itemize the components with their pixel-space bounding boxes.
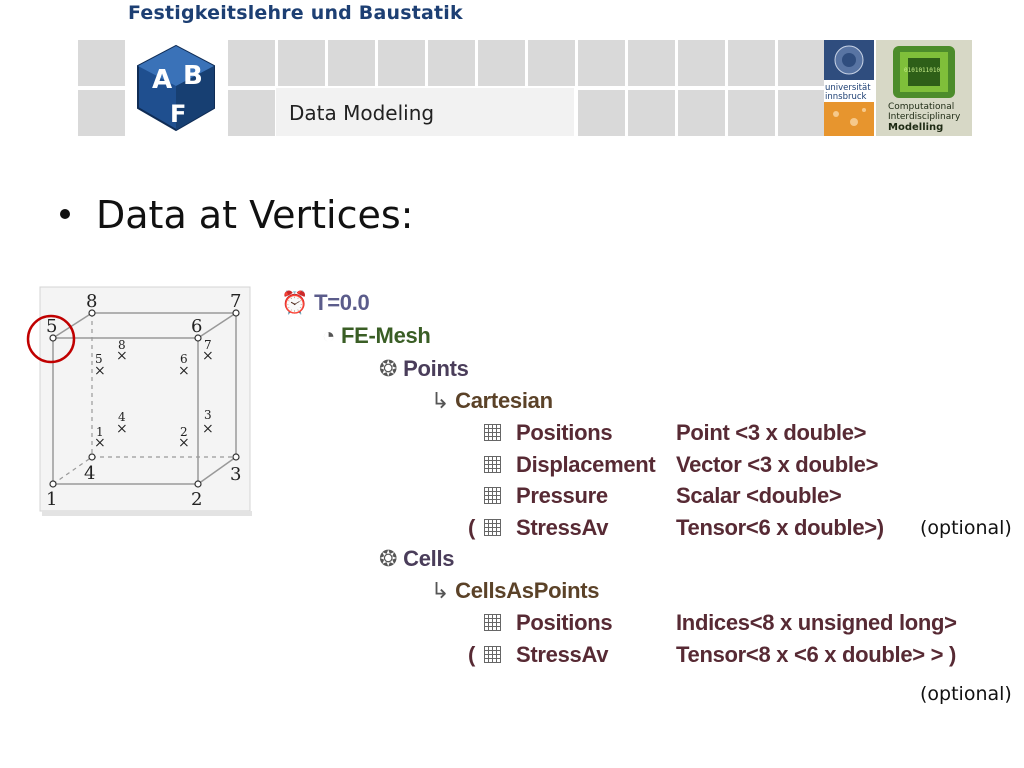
tree-cells-node (379, 546, 454, 572)
svg-text:6: 6 (191, 316, 203, 337)
svg-text:×: × (202, 348, 214, 364)
field-type: Scalar <double> (676, 483, 842, 508)
svg-text:×: × (202, 421, 214, 437)
optional-note: (optional) (920, 517, 1012, 539)
field-type: Indices<8 x unsigned long> (676, 610, 957, 635)
tree-points-label: Points (403, 356, 469, 381)
svg-text:×: × (178, 363, 190, 379)
open-paren: ( (468, 642, 476, 667)
svg-text:universität: universität (825, 83, 871, 93)
svg-text:Interdisciplinary: Interdisciplinary (888, 112, 961, 122)
tree-points-node (379, 356, 469, 382)
svg-text:8: 8 (118, 338, 126, 352)
svg-text:0101011010: 0101011010 (904, 67, 941, 74)
optional-note: (optional) (920, 683, 1012, 705)
svg-text:3: 3 (204, 408, 212, 422)
points-icon: ❂ (379, 546, 398, 571)
svg-text:6: 6 (180, 352, 188, 366)
field-name: Positions (516, 420, 613, 445)
tree-cellsaspoints-node (431, 578, 599, 604)
svg-text:8: 8 (86, 291, 98, 312)
tree-time-label: T=0.0 (314, 290, 370, 315)
tree-cartesian-label: Cartesian (455, 388, 553, 413)
field-name: Pressure (516, 483, 608, 508)
grid-icon (484, 456, 501, 473)
grid-icon (484, 646, 501, 663)
field-type: Point <3 x double> (676, 420, 867, 445)
field-name: StressAv (516, 515, 609, 540)
svg-text:×: × (94, 363, 106, 379)
field-type: Tensor<6 x double>) (676, 515, 884, 540)
svg-text:4: 4 (84, 463, 96, 484)
svg-text:3: 3 (230, 464, 242, 485)
svg-text:×: × (116, 348, 128, 364)
svg-text:Modelling: Modelling (888, 122, 944, 133)
svg-text:2: 2 (180, 425, 188, 439)
svg-text:1: 1 (96, 425, 104, 439)
bullet-dot (60, 209, 70, 219)
svg-text:×: × (178, 435, 190, 451)
points-icon: ❂ (379, 356, 398, 381)
svg-text:4: 4 (118, 410, 126, 424)
tree-cellsaspoints-label: CellsAsPoints (455, 578, 600, 603)
field-name: Displacement (516, 452, 656, 477)
svg-text:7: 7 (230, 291, 242, 312)
university-innsbruck-logo (824, 40, 874, 136)
field-name: Positions (516, 610, 613, 635)
svg-text:×: × (94, 435, 106, 451)
field-type: Tensor<8 x <6 x double> > ) (676, 642, 957, 667)
grid-icon (484, 614, 501, 631)
svg-text:Computational: Computational (888, 102, 955, 112)
svg-text:B: B (183, 61, 203, 91)
course-title: Festigkeitslehre und Baustatik (128, 2, 463, 24)
svg-text:F: F (170, 100, 187, 128)
slide-subtitle: Data Modeling (289, 101, 435, 125)
coordinate-system-icon: ↳ (431, 578, 450, 603)
svg-text:1: 1 (46, 489, 58, 510)
tree-mesh-node (322, 323, 431, 349)
bullet-text: Data at Vertices: (96, 193, 414, 237)
field-name: StressAv (516, 642, 609, 667)
bullet-heading (60, 193, 413, 237)
svg-text:×: × (116, 421, 128, 437)
svg-text:5: 5 (95, 352, 103, 366)
clock-icon: ⏰ (281, 290, 309, 315)
tree-time-node (281, 290, 369, 316)
svg-text:5: 5 (46, 316, 58, 337)
cim-logo (876, 40, 972, 136)
tree-cartesian-node (431, 388, 553, 414)
svg-text:innsbruck: innsbruck (825, 92, 867, 102)
open-paren: ( (468, 515, 476, 540)
tree-mesh-label: FE-Mesh (341, 323, 431, 348)
hexahedron-element-figure (24, 285, 254, 525)
grid-icon (484, 424, 501, 441)
tree-cells-label: Cells (403, 546, 455, 571)
mesh-icon: ◔ (322, 323, 335, 348)
svg-text:2: 2 (191, 489, 203, 510)
svg-text:A: A (152, 65, 173, 95)
svg-text:7: 7 (204, 338, 212, 352)
grid-icon (484, 487, 501, 504)
field-type: Vector <3 x double> (676, 452, 879, 477)
abf-logo (128, 40, 224, 136)
grid-icon (484, 519, 501, 536)
coordinate-system-icon: ↳ (431, 388, 450, 413)
